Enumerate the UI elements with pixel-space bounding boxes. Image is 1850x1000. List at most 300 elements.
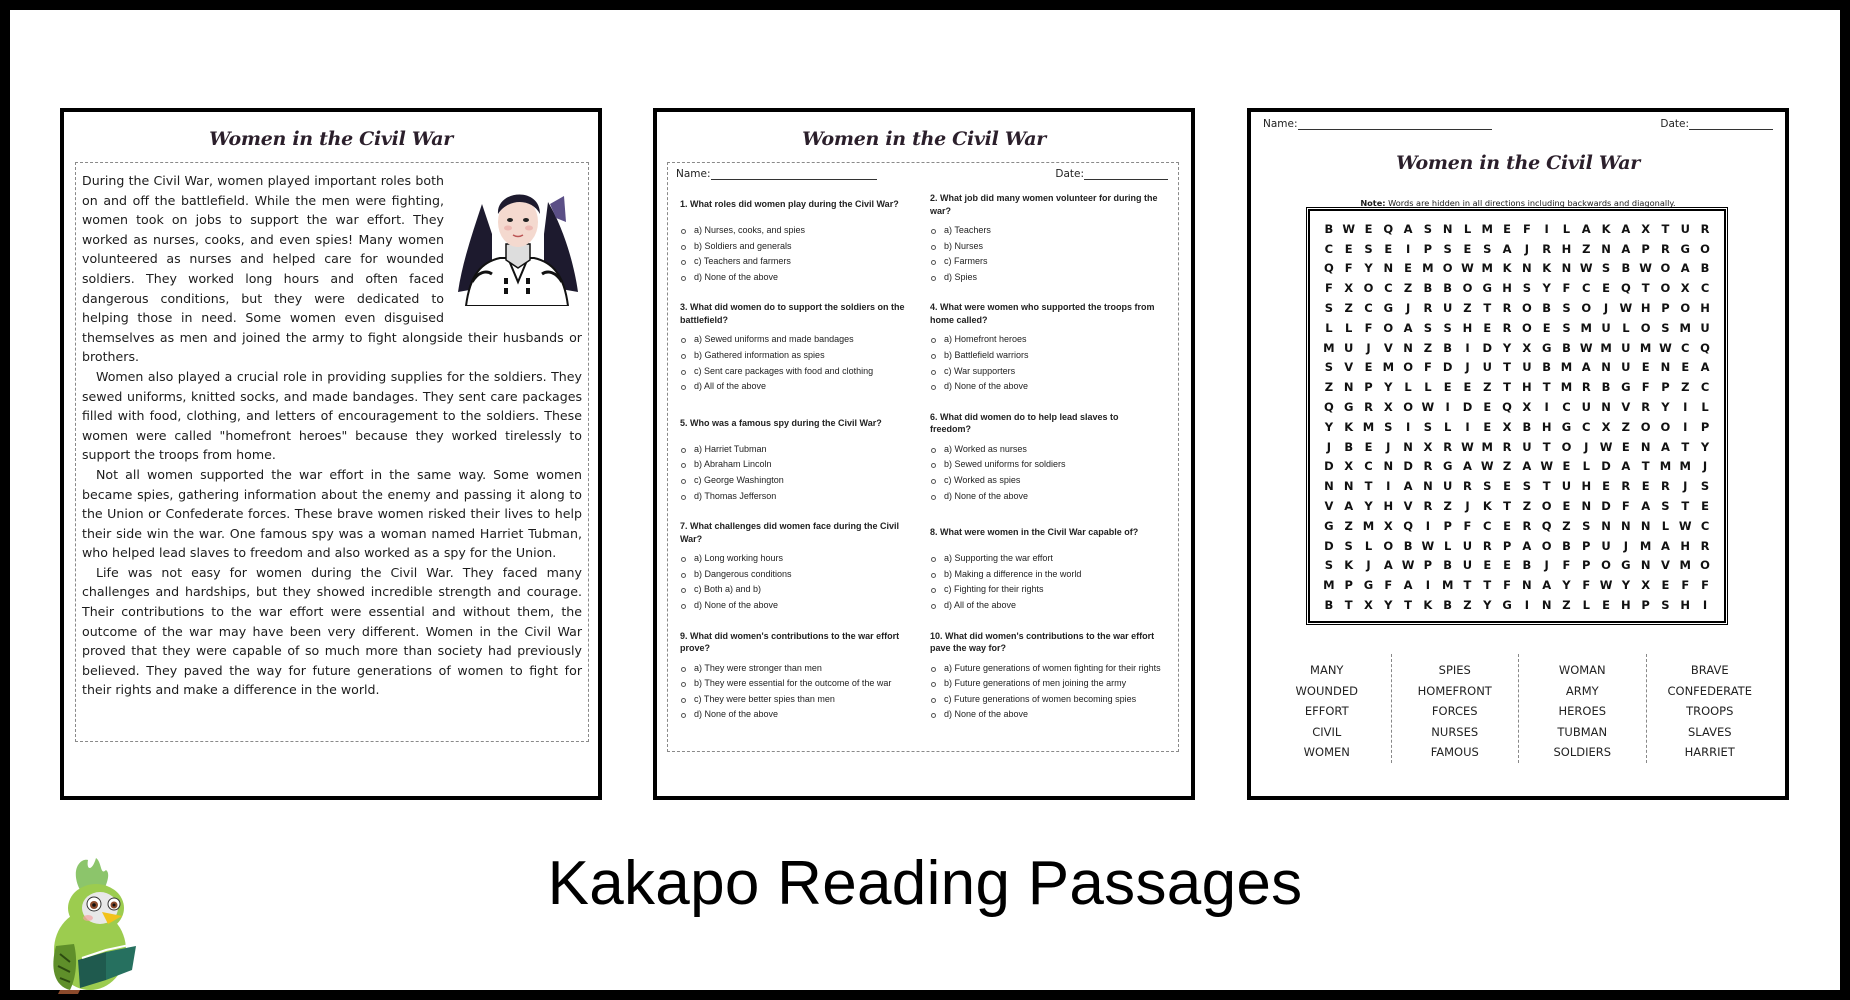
grid-letter[interactable]: R (1542, 241, 1552, 256)
grid-letter[interactable]: U (1601, 538, 1611, 553)
grid-letter[interactable]: H (1502, 281, 1512, 296)
grid-letter[interactable]: P (1502, 538, 1512, 553)
grid-letter[interactable]: F (1344, 261, 1353, 276)
grid-letter[interactable]: P (1344, 578, 1353, 593)
grid-letter[interactable]: H (1541, 419, 1552, 434)
grid-letter[interactable]: E (1384, 241, 1393, 256)
grid-letter[interactable]: U (1462, 538, 1473, 553)
grid-letter[interactable]: F (1522, 221, 1531, 236)
grid-letter[interactable]: T (1641, 459, 1650, 474)
grid-letter[interactable]: V (1403, 499, 1413, 514)
grid-letter[interactable]: C (1562, 400, 1571, 415)
grid-letter[interactable]: O (1601, 558, 1611, 573)
grid-letter[interactable]: P (1423, 558, 1433, 573)
answer-option[interactable]: d) Spies (930, 270, 1162, 286)
grid-letter[interactable]: A (1522, 538, 1532, 553)
grid-letter[interactable]: N (1403, 439, 1413, 454)
grid-letter[interactable]: T (1542, 380, 1551, 395)
grid-letter[interactable]: J (1465, 360, 1470, 375)
grid-letter[interactable]: O (1442, 261, 1453, 276)
grid-letter[interactable]: U (1522, 439, 1532, 454)
grid-letter[interactable]: F (1463, 518, 1472, 533)
grid-letter[interactable]: K (1344, 419, 1354, 434)
grid-letter[interactable]: C (1384, 281, 1393, 296)
grid-letter[interactable]: N (1442, 221, 1453, 236)
grid-letter[interactable]: I (1524, 598, 1529, 613)
grid-letter[interactable]: M (1362, 518, 1375, 533)
grid-letter[interactable]: O (1363, 281, 1374, 296)
grid-letter[interactable]: X (1344, 281, 1354, 296)
grid-letter[interactable]: T (1681, 439, 1690, 454)
grid-letter[interactable]: X (1344, 459, 1354, 474)
grid-letter[interactable]: W (1599, 439, 1613, 454)
grid-letter[interactable]: M (1639, 538, 1652, 553)
grid-letter[interactable]: W (1480, 459, 1494, 474)
grid-letter[interactable]: W (1639, 261, 1652, 276)
answer-option[interactable]: a) They were stronger than men (680, 661, 916, 677)
grid-letter[interactable]: H (1462, 320, 1473, 335)
grid-letter[interactable]: S (1522, 281, 1532, 296)
grid-letter[interactable]: E (1364, 360, 1373, 375)
grid-letter[interactable]: W (1461, 439, 1474, 454)
grid-letter[interactable]: E (1483, 558, 1492, 573)
grid-letter[interactable]: V (1621, 400, 1631, 415)
grid-letter[interactable]: W (1599, 578, 1613, 593)
grid-letter[interactable]: L (1444, 419, 1452, 434)
grid-letter[interactable]: Y (1700, 439, 1710, 454)
grid-letter[interactable]: B (1700, 261, 1710, 276)
grid-letter[interactable]: N (1423, 479, 1433, 494)
grid-letter[interactable]: F (1503, 578, 1511, 593)
grid-letter[interactable]: A (1581, 221, 1591, 236)
grid-letter[interactable]: Q (1620, 281, 1631, 296)
grid-letter[interactable]: L (1562, 221, 1571, 236)
grid-letter[interactable]: J (1702, 459, 1708, 474)
grid-letter[interactable]: P (1582, 538, 1591, 553)
grid-letter[interactable]: R (1443, 439, 1453, 454)
grid-letter[interactable]: N (1561, 261, 1572, 276)
grid-letter[interactable]: P (1700, 419, 1710, 434)
grid-letter[interactable]: S (1661, 499, 1670, 514)
grid-letter[interactable]: O (1660, 419, 1671, 434)
grid-letter[interactable]: C (1700, 518, 1710, 533)
grid-letter[interactable]: E (1503, 518, 1511, 533)
grid-letter[interactable]: M (1323, 578, 1335, 593)
grid-letter[interactable]: N (1522, 578, 1532, 593)
grid-letter[interactable]: B (1344, 439, 1354, 454)
answer-option[interactable]: c) Both a) and b) (680, 582, 916, 598)
grid-letter[interactable]: F (1562, 558, 1571, 573)
grid-letter[interactable]: O (1462, 281, 1473, 296)
grid-letter[interactable]: W (1678, 518, 1692, 533)
grid-letter[interactable]: E (1503, 479, 1511, 494)
grid-letter[interactable]: H (1640, 301, 1651, 316)
answer-option[interactable]: b) Abraham Lincoln (680, 457, 916, 473)
grid-letter[interactable]: I (1683, 419, 1688, 434)
grid-letter[interactable]: A (1463, 459, 1472, 474)
grid-letter[interactable]: V (1383, 340, 1393, 355)
grid-letter[interactable]: O (1660, 281, 1671, 296)
grid-letter[interactable]: S (1582, 518, 1591, 533)
grid-letter[interactable]: A (1660, 439, 1670, 454)
grid-letter[interactable]: G (1343, 400, 1354, 415)
grid-letter[interactable]: T (1542, 479, 1551, 494)
grid-letter[interactable]: R (1621, 479, 1631, 494)
grid-letter[interactable]: N (1403, 340, 1413, 355)
grid-letter[interactable]: E (1621, 439, 1630, 454)
grid-letter[interactable]: E (1661, 578, 1670, 593)
grid-letter[interactable]: S (1423, 320, 1433, 335)
grid-letter[interactable]: A (1621, 221, 1631, 236)
grid-letter[interactable]: U (1581, 400, 1591, 415)
grid-letter[interactable]: O (1403, 400, 1413, 415)
grid-letter[interactable]: H (1522, 380, 1532, 395)
grid-letter[interactable]: L (1345, 320, 1353, 335)
grid-letter[interactable]: B (1522, 558, 1532, 573)
grid-letter[interactable]: O (1521, 301, 1532, 316)
grid-letter[interactable]: Z (1403, 281, 1413, 296)
grid-letter[interactable]: H (1700, 301, 1710, 316)
answer-option[interactable]: a) Supporting the war effort (930, 551, 1162, 567)
grid-letter[interactable]: F (1384, 578, 1393, 593)
grid-letter[interactable]: D (1442, 360, 1453, 375)
grid-letter[interactable]: L (1364, 538, 1373, 553)
grid-letter[interactable]: T (1503, 360, 1511, 375)
answer-option[interactable]: a) Future generations of women fighting for their rights (930, 661, 1162, 677)
grid-letter[interactable]: I (1405, 241, 1411, 256)
grid-letter[interactable]: B (1403, 538, 1413, 553)
grid-letter[interactable]: S (1344, 538, 1353, 553)
grid-letter[interactable]: R (1661, 479, 1670, 494)
grid-letter[interactable]: W (1421, 400, 1435, 415)
grid-letter[interactable]: Y (1562, 578, 1571, 593)
answer-option[interactable]: c) War supporters (930, 364, 1162, 380)
grid-letter[interactable]: A (1403, 578, 1413, 593)
grid-letter[interactable]: W (1579, 340, 1593, 355)
grid-letter[interactable]: C (1324, 241, 1334, 256)
grid-letter[interactable]: P (1641, 241, 1650, 256)
grid-letter[interactable]: T (1364, 479, 1373, 494)
grid-letter[interactable]: P (1364, 380, 1373, 395)
grid-letter[interactable]: Z (1463, 598, 1472, 613)
grid-letter[interactable]: M (1679, 558, 1691, 573)
grid-letter[interactable]: B (1562, 538, 1571, 553)
answer-option[interactable]: c) George Washington (680, 473, 916, 489)
answer-option[interactable]: c) Farmers (930, 254, 1162, 270)
grid-letter[interactable]: A (1621, 241, 1631, 256)
grid-letter[interactable]: D (1482, 340, 1493, 355)
answer-option[interactable]: b) Sewed uniforms for soldiers (930, 457, 1162, 473)
grid-letter[interactable]: M (1481, 261, 1493, 276)
grid-letter[interactable]: I (1544, 221, 1549, 236)
grid-letter[interactable]: F (1701, 578, 1709, 593)
grid-letter[interactable]: E (1602, 281, 1610, 296)
grid-letter[interactable]: Y (1364, 499, 1373, 514)
grid-letter[interactable]: B (1443, 281, 1453, 296)
answer-option[interactable]: d) None of the above (680, 598, 916, 614)
grid-letter[interactable]: E (1503, 558, 1511, 573)
grid-letter[interactable]: H (1581, 479, 1592, 494)
grid-letter[interactable]: L (1325, 320, 1333, 335)
grid-letter[interactable]: R (1700, 538, 1710, 553)
grid-letter[interactable]: M (1481, 439, 1493, 454)
grid-letter[interactable]: J (1326, 439, 1332, 454)
grid-letter[interactable]: U (1700, 320, 1710, 335)
grid-letter[interactable]: N (1343, 479, 1354, 494)
grid-letter[interactable]: A (1522, 459, 1532, 474)
grid-letter[interactable]: E (1562, 499, 1571, 514)
grid-letter[interactable]: U (1462, 558, 1473, 573)
grid-letter[interactable]: F (1364, 320, 1373, 335)
answer-option[interactable]: c) Sent care packages with food and clothing (680, 364, 916, 380)
grid-letter[interactable]: F (1621, 499, 1630, 514)
grid-letter[interactable]: B (1324, 598, 1334, 613)
grid-letter[interactable]: G (1324, 518, 1334, 533)
grid-letter[interactable]: K (1542, 261, 1552, 276)
grid-letter[interactable]: P (1582, 558, 1591, 573)
grid-letter[interactable]: V (1660, 558, 1670, 573)
grid-letter[interactable]: O (1680, 301, 1691, 316)
grid-letter[interactable]: X (1383, 518, 1393, 533)
grid-letter[interactable]: Z (1681, 380, 1690, 395)
grid-letter[interactable]: A (1403, 320, 1413, 335)
grid-letter[interactable]: B (1443, 598, 1453, 613)
grid-letter[interactable]: X (1601, 419, 1611, 434)
grid-letter[interactable]: H (1621, 598, 1631, 613)
grid-letter[interactable]: N (1601, 518, 1611, 533)
grid-letter[interactable]: N (1383, 459, 1394, 474)
answer-option[interactable]: a) Homefront heroes (930, 332, 1162, 348)
grid-letter[interactable]: M (1481, 221, 1493, 236)
date-field[interactable] (1660, 118, 1773, 136)
answer-option[interactable]: b) Battlefield warriors (930, 348, 1162, 364)
grid-letter[interactable]: M (1362, 419, 1375, 434)
grid-letter[interactable]: Q (1324, 400, 1334, 415)
grid-letter[interactable]: R (1423, 459, 1433, 474)
grid-letter[interactable]: S (1483, 241, 1492, 256)
answer-option[interactable]: a) Worked as nurses (930, 442, 1162, 458)
grid-letter[interactable]: Z (1423, 340, 1433, 355)
grid-letter[interactable]: S (1324, 301, 1334, 316)
grid-letter[interactable]: M (1560, 380, 1573, 395)
grid-letter[interactable]: F (1582, 578, 1591, 593)
grid-letter[interactable]: C (1681, 340, 1690, 355)
grid-letter[interactable]: B (1621, 261, 1631, 276)
grid-letter[interactable]: M (1580, 320, 1592, 335)
grid-letter[interactable]: I (1386, 479, 1391, 494)
grid-letter[interactable]: H (1383, 499, 1394, 514)
grid-letter[interactable]: X (1383, 400, 1393, 415)
answer-option[interactable]: b) They were essential for the outcome of the war (680, 676, 916, 692)
grid-letter[interactable]: W (1540, 459, 1553, 474)
grid-letter[interactable]: E (1463, 241, 1472, 256)
grid-letter[interactable]: U (1621, 340, 1631, 355)
grid-letter[interactable]: F (1423, 360, 1432, 375)
name-field[interactable] (1263, 118, 1492, 136)
grid-letter[interactable]: W (1421, 538, 1435, 553)
grid-letter[interactable]: S (1324, 558, 1334, 573)
grid-letter[interactable]: X (1502, 419, 1512, 434)
grid-letter[interactable]: I (1445, 400, 1450, 415)
answer-option[interactable]: b) Gathered information as spies (680, 348, 916, 364)
grid-letter[interactable]: I (1465, 419, 1470, 434)
grid-letter[interactable]: E (1443, 380, 1452, 395)
grid-letter[interactable]: T (1404, 598, 1413, 613)
grid-letter[interactable]: G (1442, 459, 1453, 474)
grid-letter[interactable]: I (1405, 419, 1411, 434)
grid-letter[interactable]: E (1641, 479, 1650, 494)
grid-letter[interactable]: F (1681, 578, 1690, 593)
grid-letter[interactable]: U (1680, 221, 1690, 236)
grid-letter[interactable]: D (1601, 499, 1611, 514)
grid-letter[interactable]: N (1621, 518, 1631, 533)
grid-letter[interactable]: Y (1364, 261, 1373, 276)
grid-letter[interactable]: S (1522, 479, 1532, 494)
grid-letter[interactable]: F (1324, 281, 1333, 296)
grid-letter[interactable]: O (1561, 439, 1572, 454)
grid-letter[interactable]: N (1601, 360, 1611, 375)
grid-letter[interactable]: A (1403, 221, 1413, 236)
grid-letter[interactable]: O (1541, 538, 1552, 553)
grid-letter[interactable]: D (1403, 459, 1413, 474)
answer-option[interactable]: b) Making a difference in the world (930, 567, 1162, 583)
grid-letter[interactable]: E (1404, 261, 1413, 276)
grid-letter[interactable]: Z (1522, 499, 1532, 514)
grid-letter[interactable]: S (1423, 221, 1433, 236)
grid-letter[interactable]: T (1483, 301, 1492, 316)
grid-letter[interactable]: R (1482, 538, 1492, 553)
grid-letter[interactable]: T (1503, 380, 1511, 395)
grid-letter[interactable]: Y (1542, 281, 1551, 296)
grid-letter[interactable]: S (1562, 320, 1571, 335)
grid-letter[interactable]: W (1401, 558, 1415, 573)
grid-letter[interactable]: M (1323, 340, 1335, 355)
grid-letter[interactable]: L (1582, 459, 1590, 474)
grid-letter[interactable]: B (1562, 340, 1571, 355)
grid-letter[interactable]: D (1601, 459, 1611, 474)
grid-letter[interactable]: J (1366, 558, 1371, 573)
grid-letter[interactable]: Y (1502, 340, 1512, 355)
grid-letter[interactable]: I (1683, 400, 1688, 415)
grid-letter[interactable]: D (1324, 459, 1334, 474)
grid-letter[interactable]: Q (1502, 400, 1512, 415)
grid-letter[interactable]: G (1482, 281, 1492, 296)
grid-letter[interactable]: P (1661, 380, 1670, 395)
grid-letter[interactable]: G (1561, 419, 1572, 434)
grid-letter[interactable]: B (1423, 281, 1433, 296)
grid-letter[interactable]: R (1661, 241, 1670, 256)
grid-letter[interactable]: E (1503, 221, 1511, 236)
grid-letter[interactable]: N (1660, 360, 1671, 375)
grid-letter[interactable]: J (1386, 439, 1391, 454)
grid-letter[interactable]: L (1582, 598, 1590, 613)
grid-letter[interactable]: E (1562, 459, 1571, 474)
grid-letter[interactable]: L (1622, 320, 1630, 335)
grid-letter[interactable]: S (1483, 479, 1492, 494)
grid-letter[interactable]: N (1640, 558, 1651, 573)
grid-letter[interactable]: W (1461, 261, 1474, 276)
grid-letter[interactable]: R (1700, 221, 1710, 236)
grid-letter[interactable]: S (1324, 360, 1334, 375)
grid-letter[interactable]: X (1680, 281, 1690, 296)
grid-letter[interactable]: F (1641, 380, 1650, 395)
grid-letter[interactable]: B (1522, 419, 1532, 434)
grid-letter[interactable]: E (1602, 598, 1610, 613)
grid-letter[interactable]: I (1425, 518, 1431, 533)
grid-letter[interactable]: Q (1541, 518, 1552, 533)
grid-letter[interactable]: Z (1463, 301, 1472, 316)
grid-letter[interactable]: M (1441, 578, 1454, 593)
grid-letter[interactable]: U (1561, 479, 1572, 494)
grid-letter[interactable]: X (1641, 578, 1651, 593)
grid-letter[interactable]: M (1382, 360, 1395, 375)
grid-letter[interactable]: M (1679, 320, 1691, 335)
grid-letter[interactable]: T (1661, 221, 1670, 236)
answer-option[interactable]: a) Harriet Tubman (680, 442, 916, 458)
grid-letter[interactable]: S (1562, 301, 1571, 316)
grid-letter[interactable]: A (1660, 538, 1670, 553)
grid-letter[interactable]: B (1542, 301, 1552, 316)
answer-option[interactable]: b) Soldiers and generals (680, 239, 916, 255)
grid-letter[interactable]: E (1344, 241, 1353, 256)
grid-letter[interactable]: A (1383, 558, 1393, 573)
grid-letter[interactable]: B (1542, 360, 1552, 375)
grid-letter[interactable]: A (1502, 241, 1512, 256)
grid-letter[interactable]: D (1462, 400, 1473, 415)
grid-letter[interactable]: R (1522, 518, 1532, 533)
grid-letter[interactable]: U (1621, 360, 1631, 375)
grid-letter[interactable]: R (1423, 499, 1433, 514)
grid-letter[interactable]: P (1641, 598, 1650, 613)
grid-letter[interactable]: K (1344, 558, 1354, 573)
grid-letter[interactable]: N (1601, 400, 1611, 415)
grid-letter[interactable]: E (1364, 439, 1373, 454)
answer-option[interactable]: d) None of the above (930, 707, 1162, 723)
grid-letter[interactable]: L (1444, 538, 1452, 553)
grid-letter[interactable]: E (1463, 380, 1472, 395)
grid-letter[interactable]: A (1403, 479, 1413, 494)
grid-letter[interactable]: E (1483, 400, 1492, 415)
grid-letter[interactable]: R (1581, 380, 1591, 395)
answer-option[interactable]: b) Nurses (930, 239, 1162, 255)
grid-letter[interactable]: U (1344, 340, 1354, 355)
grid-letter[interactable]: C (1364, 459, 1373, 474)
grid-letter[interactable]: X (1522, 340, 1532, 355)
grid-letter[interactable]: G (1621, 558, 1631, 573)
grid-letter[interactable]: T (1503, 499, 1511, 514)
grid-letter[interactable]: O (1541, 499, 1552, 514)
grid-letter[interactable]: X (1423, 439, 1433, 454)
date-field[interactable] (1055, 168, 1168, 186)
grid-letter[interactable]: K (1482, 499, 1492, 514)
grid-letter[interactable]: H (1680, 598, 1691, 613)
grid-letter[interactable]: J (1584, 439, 1589, 454)
grid-letter[interactable]: Y (1621, 578, 1631, 593)
grid-letter[interactable]: E (1602, 479, 1610, 494)
answer-option[interactable]: d) None of the above (930, 489, 1162, 505)
grid-letter[interactable]: S (1601, 261, 1611, 276)
grid-letter[interactable]: O (1383, 538, 1394, 553)
grid-letter[interactable]: G (1363, 578, 1374, 593)
grid-letter[interactable]: Q (1383, 221, 1394, 236)
grid-letter[interactable]: P (1661, 301, 1670, 316)
grid-letter[interactable]: G (1541, 340, 1552, 355)
grid-letter[interactable]: H (1680, 538, 1691, 553)
grid-letter[interactable]: J (1603, 301, 1609, 316)
grid-letter[interactable]: B (1324, 221, 1334, 236)
grid-letter[interactable]: U (1443, 479, 1453, 494)
grid-letter[interactable]: K (1423, 598, 1433, 613)
